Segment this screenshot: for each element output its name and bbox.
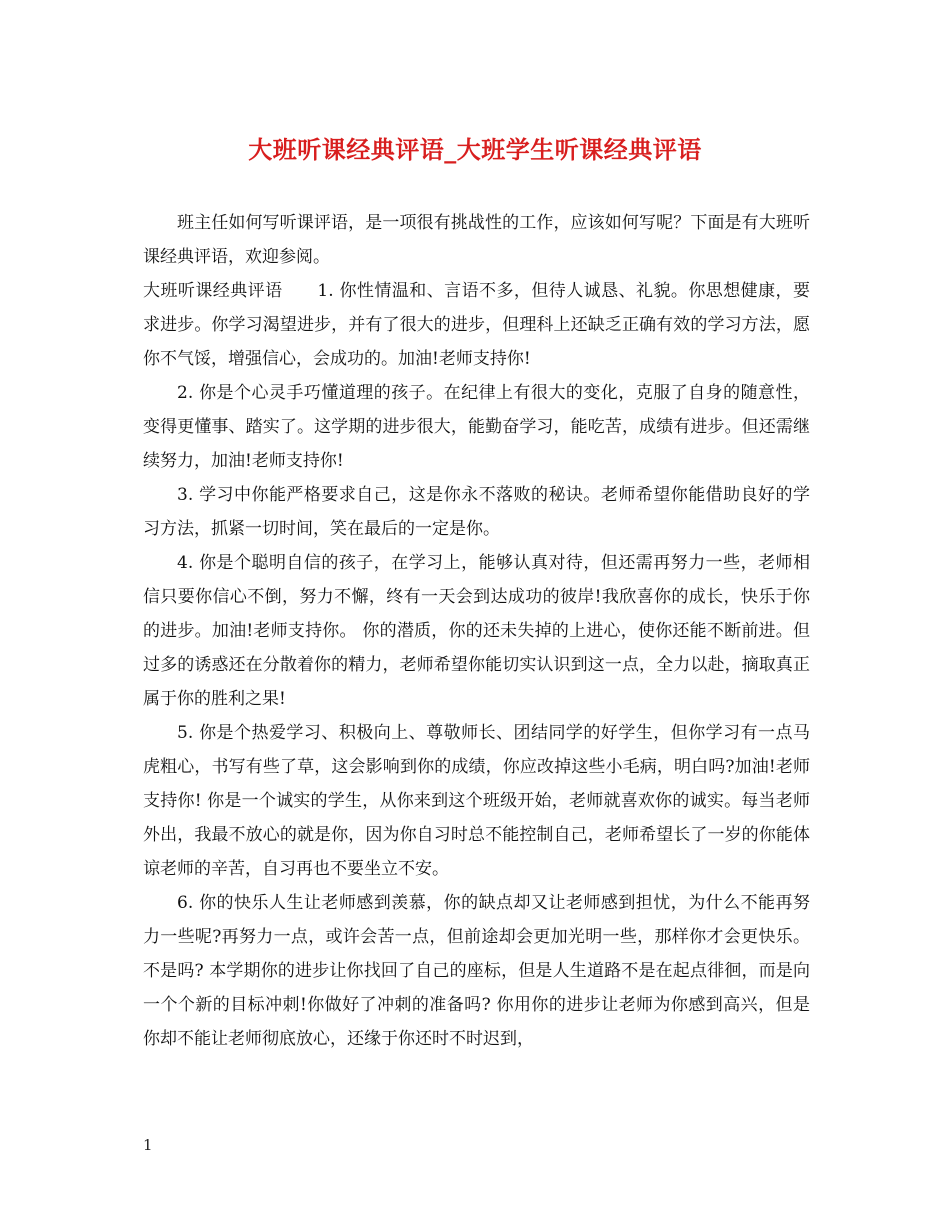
paragraph-comment-2: 2. 你是个心灵手巧懂道理的孩子。在纪律上有很大的变化，克服了自身的随意性，变得更懂事、踏实了。这学期的进步很大，能勤奋学习，能吃苦，成绩有进步。但还需继续努力，加油!老师支持你! bbox=[143, 383, 810, 471]
paragraph-comment-1: 大班听课经典评语 1. 你性情温和、言语不多，但待人诚恳、礼貌。你思想健康，要求进步。你学习渴望进步，并有了很大的进步，但理科上还缺乏正确有效的学习方法，愿你不气馁，增强信心，会成功的。加油!老师支持你! bbox=[143, 281, 810, 369]
paragraph-comment-6: 6. 你的快乐人生让老师感到羡慕，你的缺点却又让老师感到担忧，为什么不能再努力一些呢?再努力一点，或许会苦一点，但前途却会更加光明一些，那样你才会更快乐。不是吗? 本学期你的进步让你找回了自己的座标，但是人生道路不是在起点徘徊，而是向一个个新的目标冲刺!你做好了冲刺的准备吗? 你用你的进步让老师为你感到高兴，但是你却不能让老师彻底放心，还缘于你还时不时迟到， bbox=[143, 893, 810, 1049]
page-number: 1 bbox=[143, 1136, 153, 1154]
paragraph-comment-4: 4. 你是个聪明自信的孩子，在学习上，能够认真对待，但还需再努力一些，老师相信只要你信心不倒，努力不懈，终有一天会到达成功的彼岸!我欣喜你的成长，快乐于你的进步。加油!老师支持你。 你的潜质，你的还未失掉的上进心，使你还能不断前进。但过多的诱惑还在分散着你的精力，老师希望你能切实认识到这一点，全力以赴，摘取真正属于你的胜利之果! bbox=[143, 553, 810, 709]
paragraph-comment-3: 3. 学习中你能严格要求自己，这是你永不落败的秘诀。老师希望你能借助良好的学习方法，抓紧一切时间，笑在最后的一定是你。 bbox=[143, 485, 810, 539]
page-title: 大班听课经典评语_大班学生听课经典评语 bbox=[248, 135, 702, 164]
paragraph-comment-5: 5. 你是个热爱学习、积极向上、尊敬师长、团结同学的好学生，但你学习有一点马虎粗心，书写有些了草，这会影响到你的成绩，你应改掉这些小毛病，明白吗?加油!老师支持你! 你是一个诚实的学生，从你来到这个班级开始，老师就喜欢你的诚实。每当老师外出，我最不放心的就是你，因为你自习时总不能控制自己，老师希望长了一岁的你能体谅老师的辛苦，自习再也不要坐立不安。 bbox=[143, 723, 810, 879]
intro-paragraph: 班主任如何写听课评语，是一项很有挑战性的工作，应该如何写呢？下面是有大班听课经典评语，欢迎参阅。 bbox=[143, 213, 810, 267]
article-body bbox=[143, 206, 810, 1056]
